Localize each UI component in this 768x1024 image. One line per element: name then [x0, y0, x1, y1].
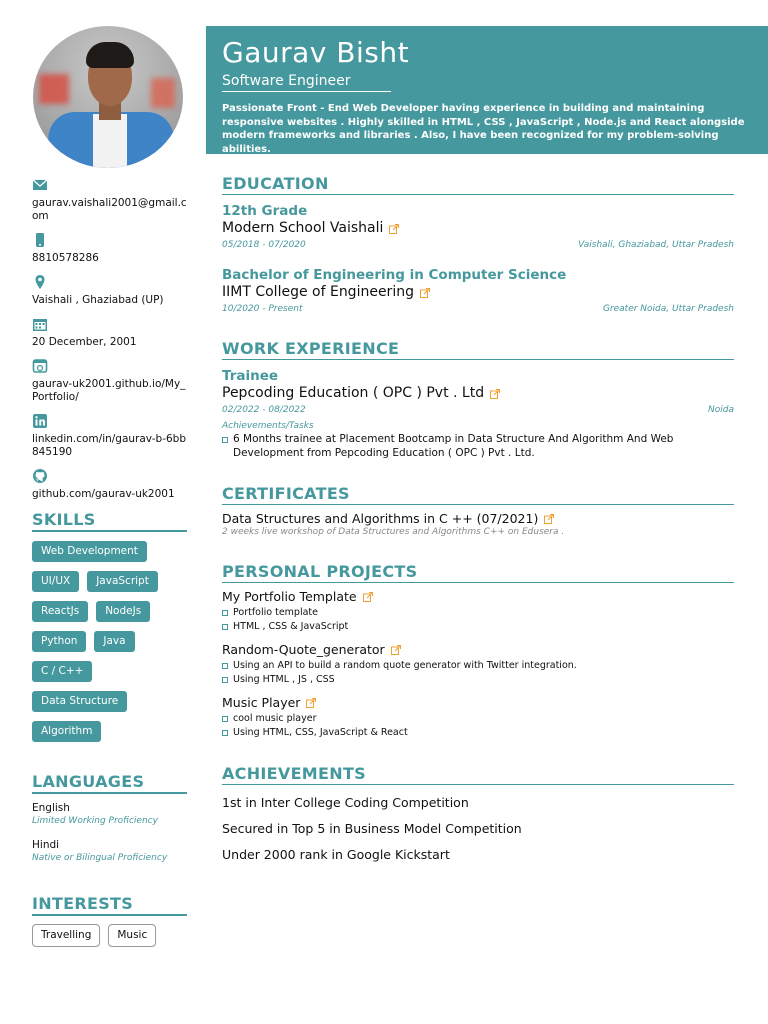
external-link-icon[interactable] [306, 698, 316, 708]
education-section [222, 174, 734, 315]
list-item: 6 Months trainee at Placement Bootcamp in Data Structure And Algorithm And Web Development from Pepcoding Education ( OPC ) Pvt . Ltd. [222, 433, 734, 460]
skill-tag: Algorithm [32, 721, 101, 742]
achievement-item: Secured in Top 5 in Business Model Competition [222, 821, 522, 836]
education-meta [222, 239, 734, 251]
resume-header [206, 26, 768, 154]
external-link-icon[interactable] [389, 224, 399, 234]
project-name[interactable]: Random-Quote_generator [222, 642, 385, 657]
education-meta [222, 303, 734, 315]
achievement-item: Under 2000 rank in Google Kickstart [222, 847, 450, 862]
certificate-name[interactable]: Data Structures and Algorithms in C ++ (07/2021) [222, 511, 539, 526]
envelope-icon [32, 177, 48, 193]
main-content [222, 174, 734, 887]
profile-summary: Passionate Front - End Web Developer having experience in building and maintaining responsive websites . Highly skilled in HTML , CSS , JavaScript , Node.js and React alongside modern frameworks and libraries . Also, I have been recognized for my problem-solving abilities. [222, 103, 745, 155]
work-dates: 02/2022 - 08/2022 [222, 405, 306, 415]
list-item: Using HTML, CSS, JavaScript & React [222, 726, 734, 740]
external-link-icon[interactable] [544, 514, 554, 524]
certificate-desc: 2 weeks live workshop of Data Structures and Algorithms C++ on Edusera . [222, 527, 565, 537]
candidate-role: Software Engineer [222, 72, 391, 92]
linkedin-link[interactable]: linkedin.com/in/gaurav-b-6bb845190 [32, 433, 186, 458]
calendar-icon [32, 316, 48, 332]
achievement-item: 1st in Inter College Coding Competition [222, 795, 469, 810]
work-company[interactable] [222, 385, 734, 402]
certificate-item[interactable] [222, 511, 734, 527]
education-degree: Bachelor of Engineering in Computer Science [222, 267, 567, 283]
contact-list [32, 177, 188, 501]
skills-list [32, 541, 188, 742]
interest-tag: Music [108, 924, 156, 947]
phone-icon [32, 232, 48, 248]
skills-heading: SKILLS [32, 510, 187, 532]
interests-heading: INTERESTS [32, 894, 187, 916]
education-school[interactable] [222, 220, 734, 237]
list-item: cool music player [222, 712, 734, 726]
language-level: Native or Bilingual Proficiency [32, 853, 168, 863]
list-item: HTML , CSS & JavaScript [222, 620, 734, 634]
contact-linkedin[interactable] [32, 413, 188, 459]
work-location: Noida [708, 405, 734, 415]
project-item[interactable] [222, 642, 734, 658]
certificates-section [222, 484, 734, 538]
company-name[interactable]: Pepcoding Education ( OPC ) Pvt . Ltd [222, 385, 485, 401]
languages-heading: LANGUAGES [32, 772, 187, 794]
github-icon [32, 468, 48, 484]
external-link-icon[interactable] [490, 389, 500, 399]
achievements-section [222, 764, 734, 863]
language-name: English [32, 802, 70, 814]
project-item[interactable] [222, 589, 734, 605]
education-location: Vaishali, Ghaziabad, Uttar Pradesh [578, 240, 734, 250]
external-link-icon[interactable] [420, 288, 430, 298]
candidate-name: Gaurav Bisht [222, 36, 410, 69]
external-link-icon[interactable] [391, 645, 401, 655]
education-heading: EDUCATION [222, 174, 734, 195]
work-section [222, 339, 734, 460]
contact-dob [32, 316, 188, 349]
profile-photo [33, 26, 183, 168]
skill-tag: JavaScript [87, 571, 158, 592]
github-link[interactable]: github.com/gaurav-uk2001 [32, 488, 175, 500]
skill-tag: NodeJs [96, 601, 150, 622]
education-degree: 12th Grade [222, 203, 308, 219]
list-item: Using an API to build a random quote generator with Twitter integration. [222, 659, 734, 673]
projects-heading: PERSONAL PROJECTS [222, 562, 734, 583]
external-link-icon[interactable] [363, 592, 373, 602]
school-name[interactable]: IIMT College of Engineering [222, 284, 414, 300]
location-text: Vaishali , Ghaziabad (UP) [32, 294, 164, 306]
contact-location [32, 274, 188, 307]
skill-tag: UI/UX [32, 571, 79, 592]
phone-text[interactable]: 8810578286 [32, 252, 99, 264]
dob-text: 20 December, 2001 [32, 336, 137, 348]
contact-portfolio[interactable] [32, 358, 188, 404]
contact-phone[interactable] [32, 232, 188, 265]
education-school[interactable] [222, 284, 734, 301]
language-name: Hindi [32, 839, 60, 851]
interest-tag: Travelling [32, 924, 100, 947]
skill-tag: ReactJs [32, 601, 88, 622]
interests-section [32, 894, 188, 947]
sidebar [32, 26, 188, 947]
list-item: Portfolio template [222, 606, 734, 620]
portfolio-link[interactable]: gaurav-uk2001.github.io/My_Portfolio/ [32, 378, 186, 403]
project-points [222, 606, 734, 634]
skill-tag: Java [94, 631, 134, 652]
education-dates: 10/2020 - Present [222, 304, 303, 314]
language-level: Limited Working Proficiency [32, 816, 158, 826]
work-role: Trainee [222, 368, 279, 384]
work-subhead: Achievements/Tasks [222, 421, 314, 431]
project-item[interactable] [222, 695, 734, 711]
skill-tag: C / C++ [32, 661, 92, 682]
contact-email[interactable] [32, 177, 188, 223]
languages-section [32, 772, 188, 864]
project-name[interactable]: Music Player [222, 695, 301, 710]
project-name[interactable]: My Portfolio Template [222, 589, 357, 604]
contact-github[interactable] [32, 468, 188, 501]
projects-section [222, 562, 734, 740]
project-points [222, 712, 734, 740]
email-text[interactable]: gaurav.vaishali2001@gmail.com [32, 197, 187, 222]
map-pin-icon [32, 274, 48, 290]
education-dates: 05/2018 - 07/2020 [222, 240, 306, 250]
work-meta [222, 404, 734, 416]
skill-tag: Web Development [32, 541, 147, 562]
achievements-heading: ACHIEVEMENTS [222, 764, 734, 785]
skill-tag: Python [32, 631, 86, 652]
globe-icon [32, 358, 48, 374]
skill-tag: Data Structure [32, 691, 127, 712]
project-points [222, 659, 734, 687]
list-item: Using HTML , JS , CSS [222, 673, 734, 687]
school-name[interactable]: Modern School Vaishali [222, 220, 384, 236]
work-heading: WORK EXPERIENCE [222, 339, 734, 360]
linkedin-icon [32, 413, 48, 429]
education-location: Greater Noida, Uttar Pradesh [602, 304, 734, 314]
work-tasks [222, 433, 734, 460]
certificates-heading: CERTIFICATES [222, 484, 734, 505]
